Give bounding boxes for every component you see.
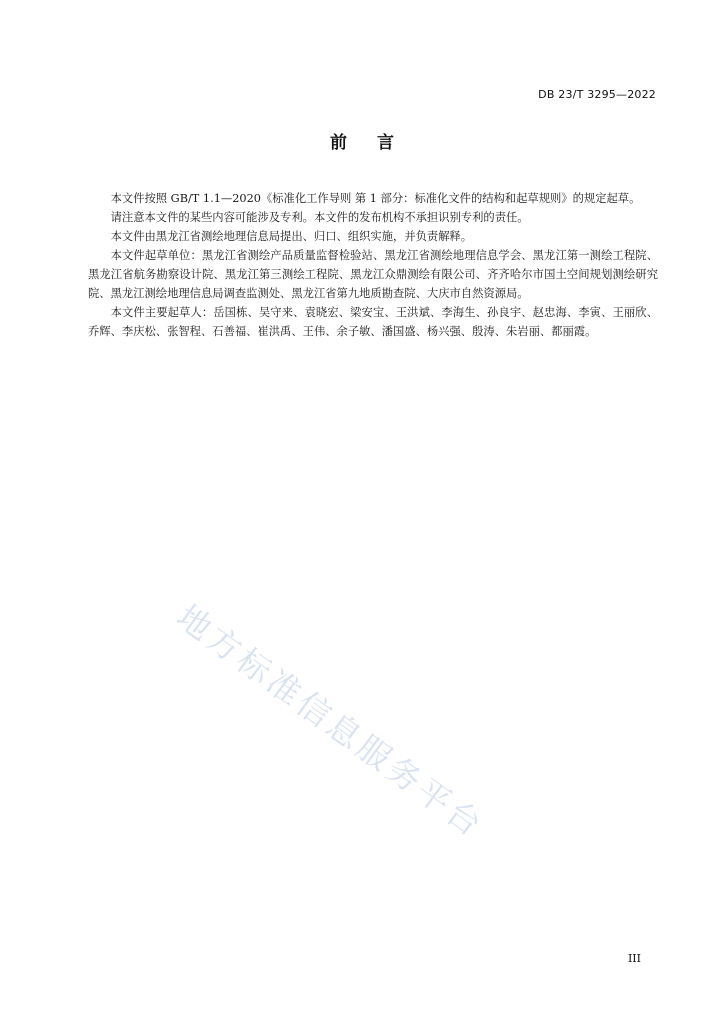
paragraph-proposer: 本文件由黑龙江省测绘地理信息局提出、归口、组织实施，并负责解释。 [110, 230, 473, 243]
page-title [0, 128, 724, 153]
title-char-2: 言 [377, 133, 394, 153]
standard-code: DB 23/T 3295—2022 [538, 88, 656, 101]
foreword-body [88, 189, 658, 341]
paragraph-drafters: 本文件主要起草人：岳国栋、吴守来、袁晓宏、梁安宝、王洪斌、李海生、孙良宇、赵忠海、李寅、王丽欣、乔辉、李庆松、张智程、石善福、崔洪禹、王伟、余子敏、潘国盛、杨兴强、殷涛、朱岩丽、都丽霞。 [88, 306, 658, 338]
paragraph-drafting-units: 本文件起草单位：黑龙江省测绘产品质量监督检验站、黑龙江省测绘地理信息学会、黑龙江第一测绘工程院、黑龙江省航务勘察设计院、黑龙江第三测绘工程院、黑龙江众鼎测绘有限公司、齐齐哈尔市国土空间规划测绘研究院、黑龙江测绘地理信息局调查监测处、黑龙江省第九地质勘查院、大庆市自然资源局。 [88, 249, 658, 300]
title-char-1: 前 [330, 133, 347, 153]
page-number: III [627, 952, 641, 965]
paragraph-drafting-basis: 本文件按照 GB/T 1.1—2020《标准化工作导则 第 1 部分：标准化文件的结构和起草规则》的规定起草。 [110, 192, 641, 205]
watermark: 地方标准信息服务平台 [169, 596, 492, 846]
paragraph-patent-notice: 请注意本文件的某些内容可能涉及专利。本文件的发布机构不承担识别专利的责任。 [110, 211, 529, 224]
